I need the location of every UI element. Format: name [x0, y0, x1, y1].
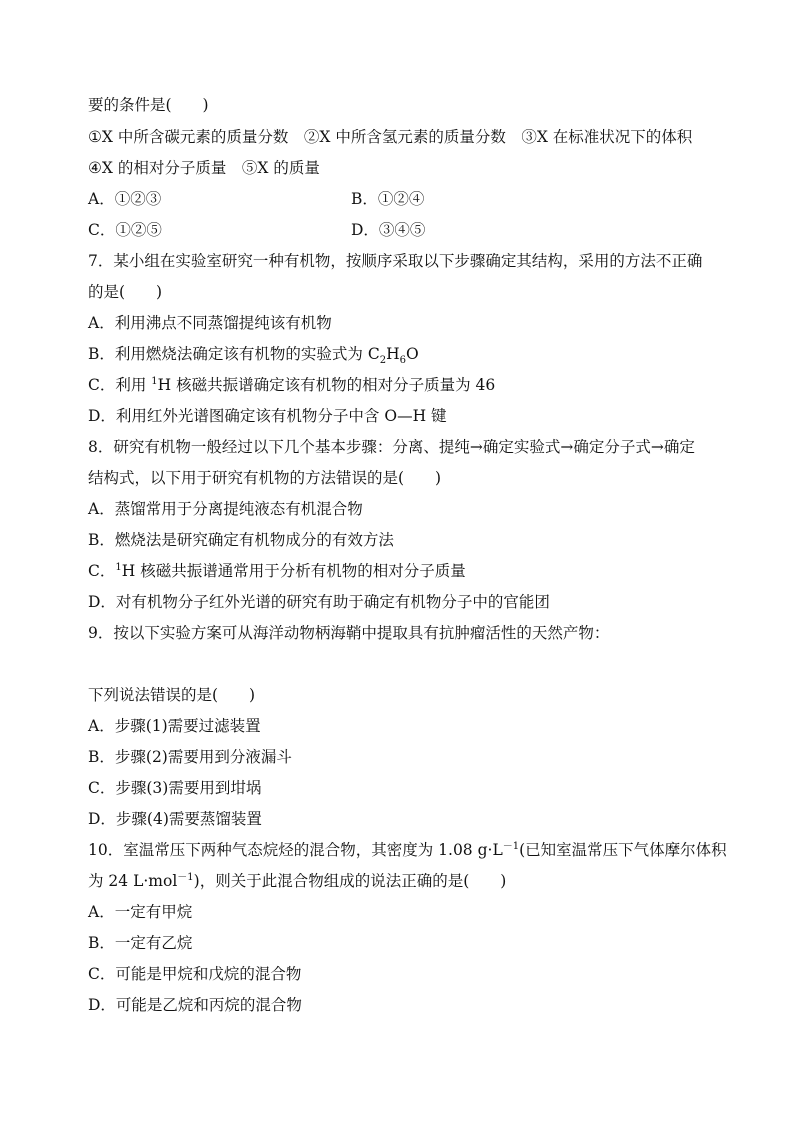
q9-option-d: D．步骤(4)需要蒸馏装置 — [88, 810, 262, 828]
q6-option-b: B．①②④ — [351, 190, 425, 208]
q6-conditions-line1: ①X 中所含碳元素的质量分数 ②X 中所含氢元素的质量分数 ③X 在标准状况下的体积 — [88, 128, 693, 146]
q7-option-b-h: H — [386, 345, 400, 363]
q10-option-c: C．可能是甲烷和戊烷的混合物 — [88, 965, 302, 983]
q7-option-b-o: O — [405, 345, 419, 363]
q9-option-c: C．步骤(3)需要用到坩埚 — [88, 779, 262, 797]
q10-stem-line1 — [88, 840, 727, 860]
q7-option-c-sup: 1 — [151, 375, 158, 387]
q8-option-a: A．蒸馏常用于分离提纯液态有机混合物 — [88, 500, 363, 518]
q6-stem-tail: 要的条件是( ) — [88, 96, 209, 114]
q10-option-b: B．一定有乙烷 — [88, 934, 193, 952]
q8-option-b: B．燃烧法是研究确定有机物成分的有效方法 — [88, 531, 394, 549]
q7-option-b — [88, 344, 419, 367]
q8-option-c-pre: C． — [88, 562, 116, 580]
q6-conditions-line2: ④X 的相对分子质量 ⑤X 的质量 — [88, 159, 320, 177]
q10-option-d: D．可能是乙烷和丙烷的混合物 — [88, 996, 302, 1014]
q7-option-c-pre: C．利用 — [88, 376, 152, 394]
q6-option-d: D．③④⑤ — [351, 221, 426, 239]
q7-stem-line1: 7．某小组在实验室研究一种有机物，按顺序采取以下步骤确定其结构，采用的方法不正确 — [88, 252, 703, 270]
q9-option-b: B．步骤(2)需要用到分液漏斗 — [88, 748, 292, 766]
q10-stem-line1-post: (已知室温常压下气体摩尔体积 — [519, 841, 727, 859]
q9-stem: 9．按以下实验方案可从海洋动物柄海鞘中提取具有抗肿瘤活性的天然产物： — [88, 624, 610, 642]
q10-stem-line1-pre: 10．室温常压下两种气态烷烃的混合物，其密度为 1.08 g·L — [88, 841, 503, 859]
q7-option-c-post: H 核磁共振谱确定该有机物的相对分子质量为 46 — [157, 376, 496, 394]
q8-option-c — [88, 561, 466, 581]
q8-option-d: D．对有机物分子红外光谱的研究有助于确定有机物分子中的官能团 — [88, 593, 550, 611]
q9-question: 下列说法错误的是( ) — [88, 686, 256, 704]
q10-stem-line2-pre: 为 24 L·mol — [88, 872, 178, 890]
q8-option-c-sup: 1 — [115, 561, 122, 573]
q8-stem-line1: 8．研究有机物一般经过以下几个基本步骤：分离、提纯→确定实验式→确定分子式→确定 — [88, 438, 695, 456]
q10-stem-line2-post: )，则关于此混合物组成的说法正确的是( ) — [193, 872, 507, 890]
q10-stem-line2-sup: －1 — [177, 871, 194, 883]
q10-option-a: A．一定有甲烷 — [88, 903, 193, 921]
q8-option-c-post: H 核磁共振谱通常用于分析有机物的相对分子质量 — [121, 562, 466, 580]
q10-stem-line1-sup: －1 — [502, 840, 520, 852]
q9-option-a: A．步骤(1)需要过滤装置 — [88, 717, 261, 735]
q10-stem-line2 — [88, 871, 506, 891]
q6-option-a: A．①②③ — [88, 190, 162, 208]
q8-stem-line2: 结构式，以下用于研究有机物的方法错误的是( ) — [88, 469, 442, 487]
q7-option-b-sub2: 6 — [399, 355, 406, 367]
q7-option-d: D．利用红外光谱图确定该有机物分子中含 O—H 键 — [88, 407, 447, 425]
q7-option-b-text: B．利用燃烧法确定该有机物的实验式为 C — [88, 345, 380, 363]
q7-option-a: A．利用沸点不同蒸馏提纯该有机物 — [88, 314, 332, 332]
q7-option-c — [88, 375, 495, 395]
q7-option-b-sub1: 2 — [379, 355, 387, 367]
q7-stem-line2: 的是( ) — [88, 283, 163, 301]
q6-option-c: C．①②⑤ — [88, 221, 162, 239]
